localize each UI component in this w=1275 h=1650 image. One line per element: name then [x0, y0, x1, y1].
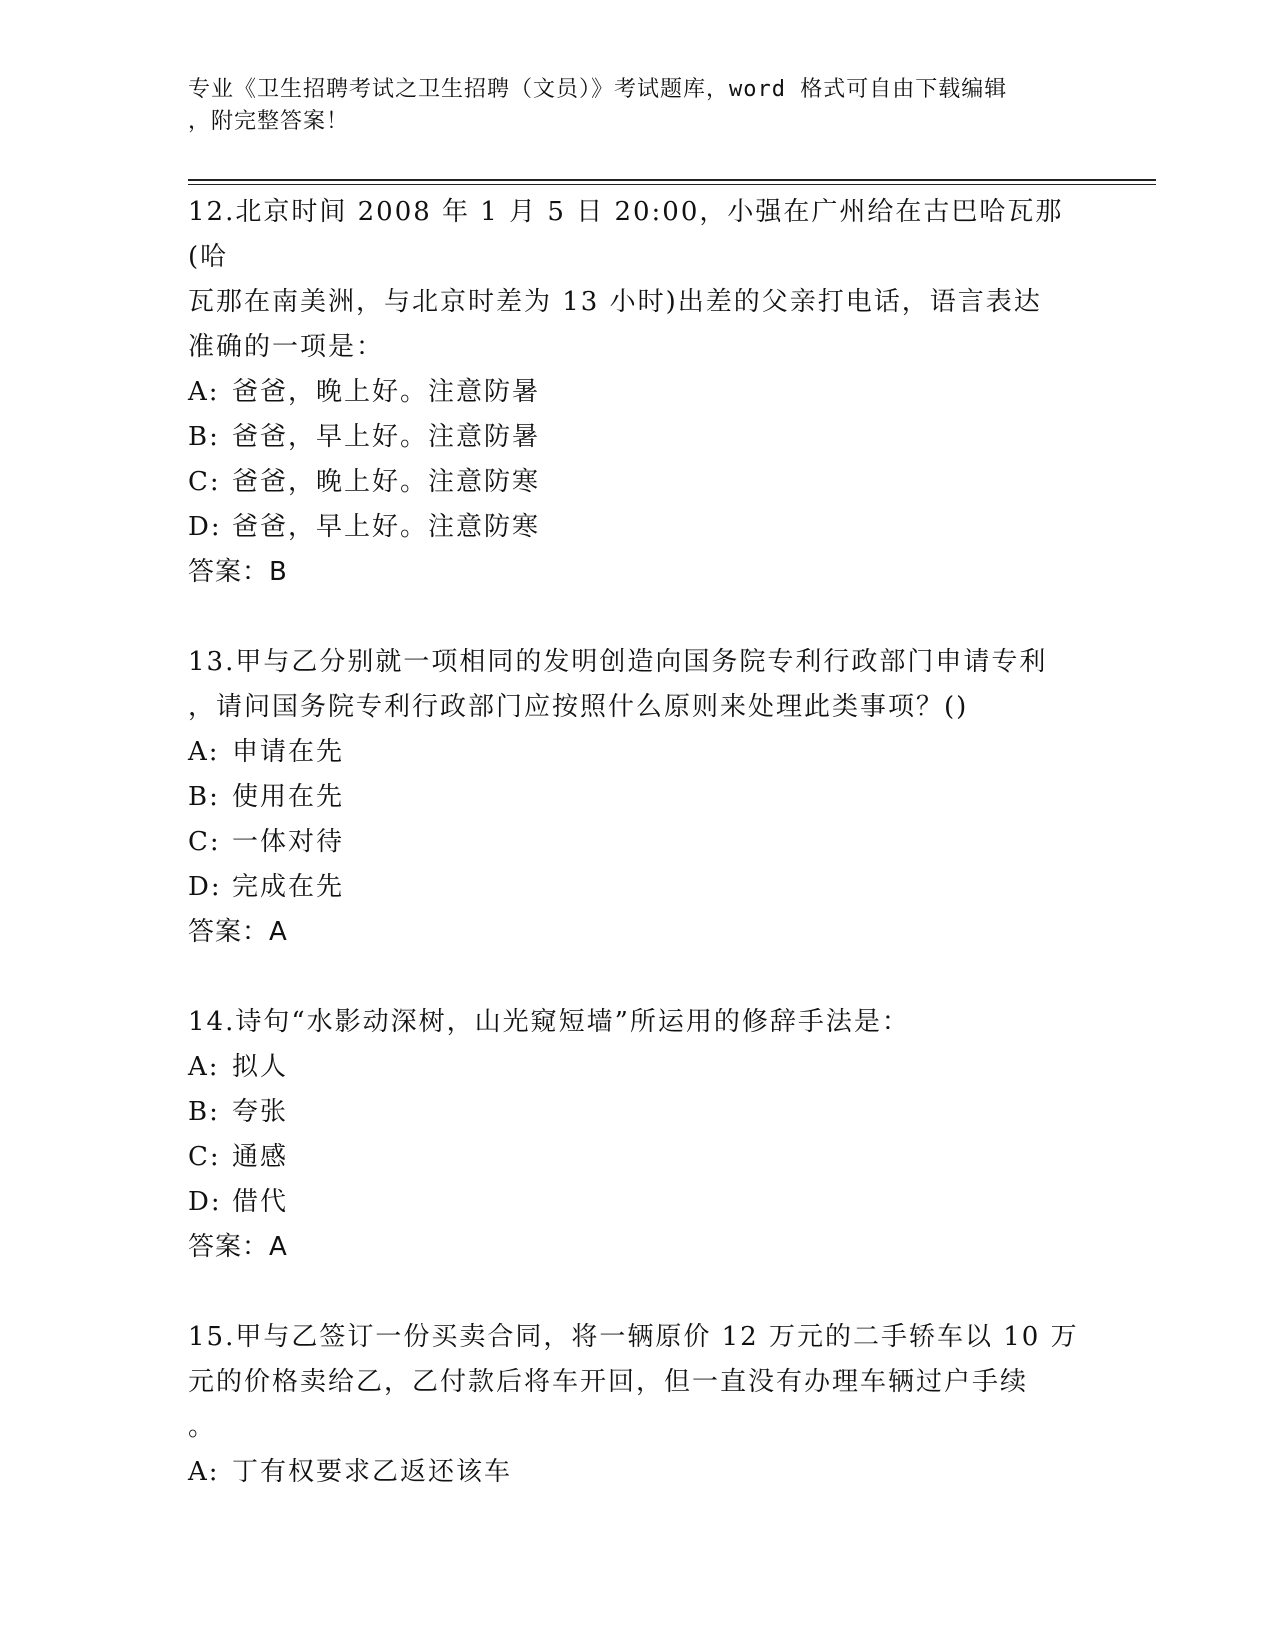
option-text: 申请在先 — [232, 737, 345, 767]
option-key: C: — [188, 827, 221, 857]
header-divider-thick — [188, 179, 1156, 181]
option-b — [188, 415, 1088, 460]
document-header — [188, 74, 1068, 138]
option-b — [188, 775, 1088, 820]
option-key: A: — [188, 1457, 220, 1487]
option-text: 借代 — [232, 1187, 289, 1217]
option-key: D: — [188, 1187, 222, 1217]
option-a — [188, 730, 1088, 775]
question-text-line: 元的价格卖给乙，乙付款后将车开回，但一直没有办理车辆过户手续 — [188, 1367, 1029, 1397]
question-list — [188, 190, 1088, 1495]
option-key: D: — [188, 512, 222, 542]
option-key: A: — [188, 377, 220, 407]
option-key: C: — [188, 1142, 221, 1172]
header-line-1: 专业《卫生招聘考试之卫生招聘（文员）》考试题库，word 格式可自由下载编辑 — [188, 77, 1008, 102]
question-text-line: 15.甲与乙签订一份买卖合同，将一辆原价 12 万元的二手轿车以 10 万 — [188, 1322, 1079, 1352]
question-12 — [188, 190, 1088, 595]
option-text: 爸爸，早上好。注意防寒 — [232, 512, 541, 542]
spacer — [188, 595, 1088, 640]
question-text-line: 12.北京时间 2008 年 1 月 5 日 20:00，小强在广州给在古巴哈瓦那(哈 — [188, 197, 1064, 272]
spacer — [188, 1270, 1088, 1315]
option-text: 一体对待 — [232, 827, 345, 857]
option-text: 爸爸，早上好。注意防暑 — [232, 422, 541, 452]
option-d — [188, 505, 1088, 550]
option-text: 使用在先 — [232, 782, 345, 812]
spacer — [188, 955, 1088, 1000]
option-d — [188, 1180, 1088, 1225]
answer: 答案：A — [188, 917, 288, 947]
option-d — [188, 865, 1088, 910]
question-13 — [188, 640, 1088, 955]
option-text: 爸爸，晚上好。注意防寒 — [232, 467, 541, 497]
option-key: C: — [188, 467, 221, 497]
option-key: B: — [188, 1097, 220, 1127]
option-key: B: — [188, 422, 220, 452]
question-text-line: ，请问国务院专利行政部门应按照什么原则来处理此类事项？() — [188, 692, 969, 722]
option-a — [188, 370, 1088, 415]
question-text-line: 13.甲与乙分别就一项相同的发明创造向国务院专利行政部门申请专利 — [188, 647, 1048, 677]
option-a — [188, 1450, 1088, 1495]
question-15 — [188, 1315, 1088, 1495]
question-text-line: 14.诗句“水影动深树，山光窥短墙”所运用的修辞手法是： — [188, 1007, 910, 1037]
option-key: B: — [188, 782, 220, 812]
option-key: A: — [188, 1052, 220, 1082]
option-text: 夸张 — [232, 1097, 289, 1127]
option-c — [188, 1135, 1088, 1180]
question-text-line: 瓦那在南美洲，与北京时差为 13 小时)出差的父亲打电话，语言表达 — [188, 287, 1042, 317]
header-line-2: ，附完整答案！ — [188, 109, 350, 134]
question-14 — [188, 1000, 1088, 1270]
option-c — [188, 460, 1088, 505]
answer: 答案：A — [188, 1232, 288, 1262]
header-divider-thin — [188, 184, 1156, 185]
option-text: 丁有权要求乙返还该车 — [232, 1457, 513, 1487]
option-key: D: — [188, 872, 222, 902]
question-text-line: 。 — [188, 1412, 217, 1442]
option-text: 爸爸，晚上好。注意防暑 — [232, 377, 541, 407]
question-text-line: 准确的一项是： — [188, 332, 385, 362]
answer: 答案：B — [188, 557, 288, 587]
option-text: 通感 — [232, 1142, 289, 1172]
option-c — [188, 820, 1088, 865]
option-text: 完成在先 — [232, 872, 345, 902]
option-text: 拟人 — [232, 1052, 289, 1082]
option-b — [188, 1090, 1088, 1135]
option-key: A: — [188, 737, 220, 767]
option-a — [188, 1045, 1088, 1090]
